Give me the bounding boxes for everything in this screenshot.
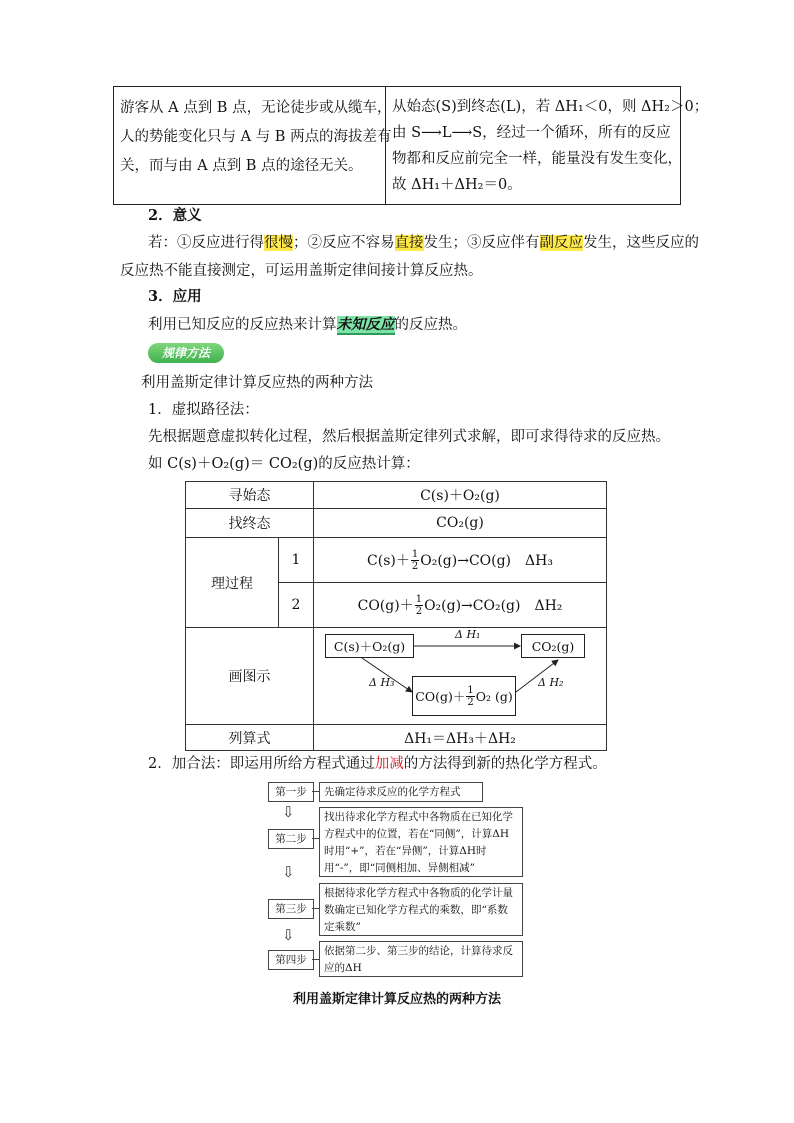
step2-eq-b: O₂(g)→CO₂(g) ΔH₂ bbox=[424, 598, 563, 614]
row-label-diagram: 画图示 bbox=[228, 669, 271, 685]
row-label-process: 理过程 bbox=[211, 575, 253, 592]
application-paragraph bbox=[148, 315, 467, 335]
method2-paragraph bbox=[148, 754, 607, 774]
highlight-unknown-reaction: 未知反应 bbox=[336, 316, 395, 333]
meaning-text-c: 发生；③反应伴有 bbox=[423, 235, 540, 251]
step-3-description: 根据待求化学方程式中各物质的化学计量数确定已知化学方程式的乘数，即“系数定乘数” bbox=[319, 883, 523, 936]
table-cell-explanation bbox=[386, 87, 709, 204]
meaning-paragraph-line-1 bbox=[148, 233, 699, 253]
step-4-description: 依据第二步、第三步的结论，计算待求反应的ΔH bbox=[319, 941, 523, 977]
method1-example: 如 C(s)＋O₂(g)＝ CO₂(g)的反应热计算： bbox=[148, 456, 420, 472]
process-step-2-number: 2 bbox=[291, 597, 301, 613]
method2-text-b: 的方法得到新的热化学方程式。 bbox=[403, 756, 607, 772]
highlight-direct: 直接 bbox=[394, 235, 424, 251]
end-state-value: CO₂(g) bbox=[436, 515, 484, 531]
explanation-line-4: 故 ΔH₁＋ΔH₂＝0。 bbox=[392, 177, 522, 193]
down-arrow-icon: ⇩ bbox=[282, 863, 295, 881]
formula-value: ΔH₁＝ΔH₃＋ΔH₂ bbox=[404, 731, 516, 747]
method-badge: 规律方法 bbox=[148, 343, 224, 363]
row-label-formula: 列算式 bbox=[228, 731, 271, 747]
step1-fraction bbox=[411, 549, 419, 572]
highlight-add-subtract: 加减 bbox=[374, 756, 404, 772]
intermediate-text-a: CO(g)＋ bbox=[415, 689, 466, 704]
method1-description: 先根据题意虚拟转化过程，然后根据盖斯定律列式求解，即可求得待求的反应热。 bbox=[148, 429, 670, 445]
step2-frac-den: 2 bbox=[415, 605, 423, 617]
intermediate-frac-den: 2 bbox=[467, 696, 474, 708]
meaning-text-d: 发生，这些反应的 bbox=[583, 235, 699, 251]
step2-frac-num: 1 bbox=[415, 593, 423, 605]
analogy-line-1: 游客从 A 点到 B 点，无论徒步或从缆车， bbox=[120, 100, 392, 116]
dh1-label: Δ H₁ bbox=[455, 628, 481, 641]
step1-frac-den: 2 bbox=[411, 560, 419, 572]
intermediate-frac-num: 1 bbox=[467, 684, 474, 696]
start-state-value: C(s)＋O₂(g) bbox=[420, 488, 500, 504]
analogy-line-3: 关，而与由 A 点到 B 点的途径无关。 bbox=[120, 158, 363, 174]
step-4-label: 第四步 bbox=[268, 950, 314, 970]
highlight-slow: 很慢 bbox=[264, 235, 293, 251]
analogy-line-2: 人的势能变化只与 A 与 B 两点的海拔差有 bbox=[120, 129, 392, 145]
step-1-label: 第一步 bbox=[268, 782, 314, 802]
section-heading-meaning: 2．意义 bbox=[148, 207, 202, 224]
explanation-line-1: 从始态(S)到终态(L)，若 ΔH₁＜0，则 ΔH₂＞0； bbox=[392, 99, 709, 115]
diagram-intermediate-box bbox=[412, 676, 516, 716]
highlight-side-reaction: 副反应 bbox=[539, 235, 583, 251]
row-label-end-state: 找终态 bbox=[228, 516, 271, 532]
method1-title: 1．虚拟路径法： bbox=[148, 402, 259, 418]
process-step-1-number: 1 bbox=[291, 552, 301, 568]
step-2-description: 找出待求化学方程式中各物质在已知化学方程式中的位置，若在“同侧”，计算ΔH时用“+”，若在“异侧”，计算ΔH时用“-”，即“同侧相加、异侧相减” bbox=[319, 807, 523, 877]
section-heading-application: 3．应用 bbox=[148, 288, 202, 305]
step1-eq-a: C(s)＋ bbox=[367, 553, 410, 569]
dh3-label: Δ H₃ bbox=[369, 676, 395, 689]
method2-text-a: 2．加合法：即运用所给方程式通过 bbox=[148, 756, 375, 772]
table-cell-analogy bbox=[114, 87, 392, 204]
row-label-start-state: 寻始态 bbox=[228, 488, 271, 504]
step-2-label: 第二步 bbox=[268, 829, 314, 849]
intermediate-text-b: O₂ (g) bbox=[475, 688, 513, 704]
process-step-2-equation bbox=[314, 583, 606, 627]
intermediate-fraction bbox=[466, 685, 474, 708]
application-text-a: 利用已知反应的反应热来计算 bbox=[148, 317, 337, 333]
step-1-description: 先确定待求反应的化学方程式 bbox=[319, 782, 483, 802]
diagram-start-box: C(s)＋O₂(g) bbox=[325, 634, 414, 658]
process-step-1-equation bbox=[314, 538, 606, 582]
flow-chart-caption: 利用盖斯定律计算反应热的两种方法 bbox=[292, 992, 501, 1007]
meaning-text-a: 若：①反应进行得 bbox=[148, 235, 264, 251]
step-3-label: 第三步 bbox=[268, 899, 314, 919]
application-text-b: 的反应热。 bbox=[394, 317, 467, 333]
top-comparison-table bbox=[113, 86, 709, 205]
meaning-paragraph-line-2: 反应热不能直接测定，可运用盖斯定律间接计算反应热。 bbox=[120, 263, 483, 279]
step2-fraction bbox=[415, 594, 423, 617]
diagram-end-box: CO₂(g) bbox=[521, 634, 585, 658]
step2-eq-a: CO(g)＋ bbox=[357, 598, 414, 614]
explanation-line-2: 由 S⟶L⟶S，经过一个循环，所有的反应 bbox=[392, 125, 671, 141]
step1-eq-b: O₂(g)→CO(g) ΔH₃ bbox=[420, 553, 553, 569]
methods-intro: 利用盖斯定律计算反应热的两种方法 bbox=[141, 375, 373, 391]
down-arrow-icon: ⇩ bbox=[282, 926, 295, 944]
meaning-text-b: ；②反应不容易 bbox=[293, 235, 395, 251]
down-arrow-icon: ⇩ bbox=[282, 803, 295, 821]
step1-frac-num: 1 bbox=[411, 548, 419, 560]
dh2-label: Δ H₂ bbox=[538, 676, 564, 689]
explanation-line-3: 物都和反应前完全一样，能量没有发生变化， bbox=[392, 151, 682, 167]
